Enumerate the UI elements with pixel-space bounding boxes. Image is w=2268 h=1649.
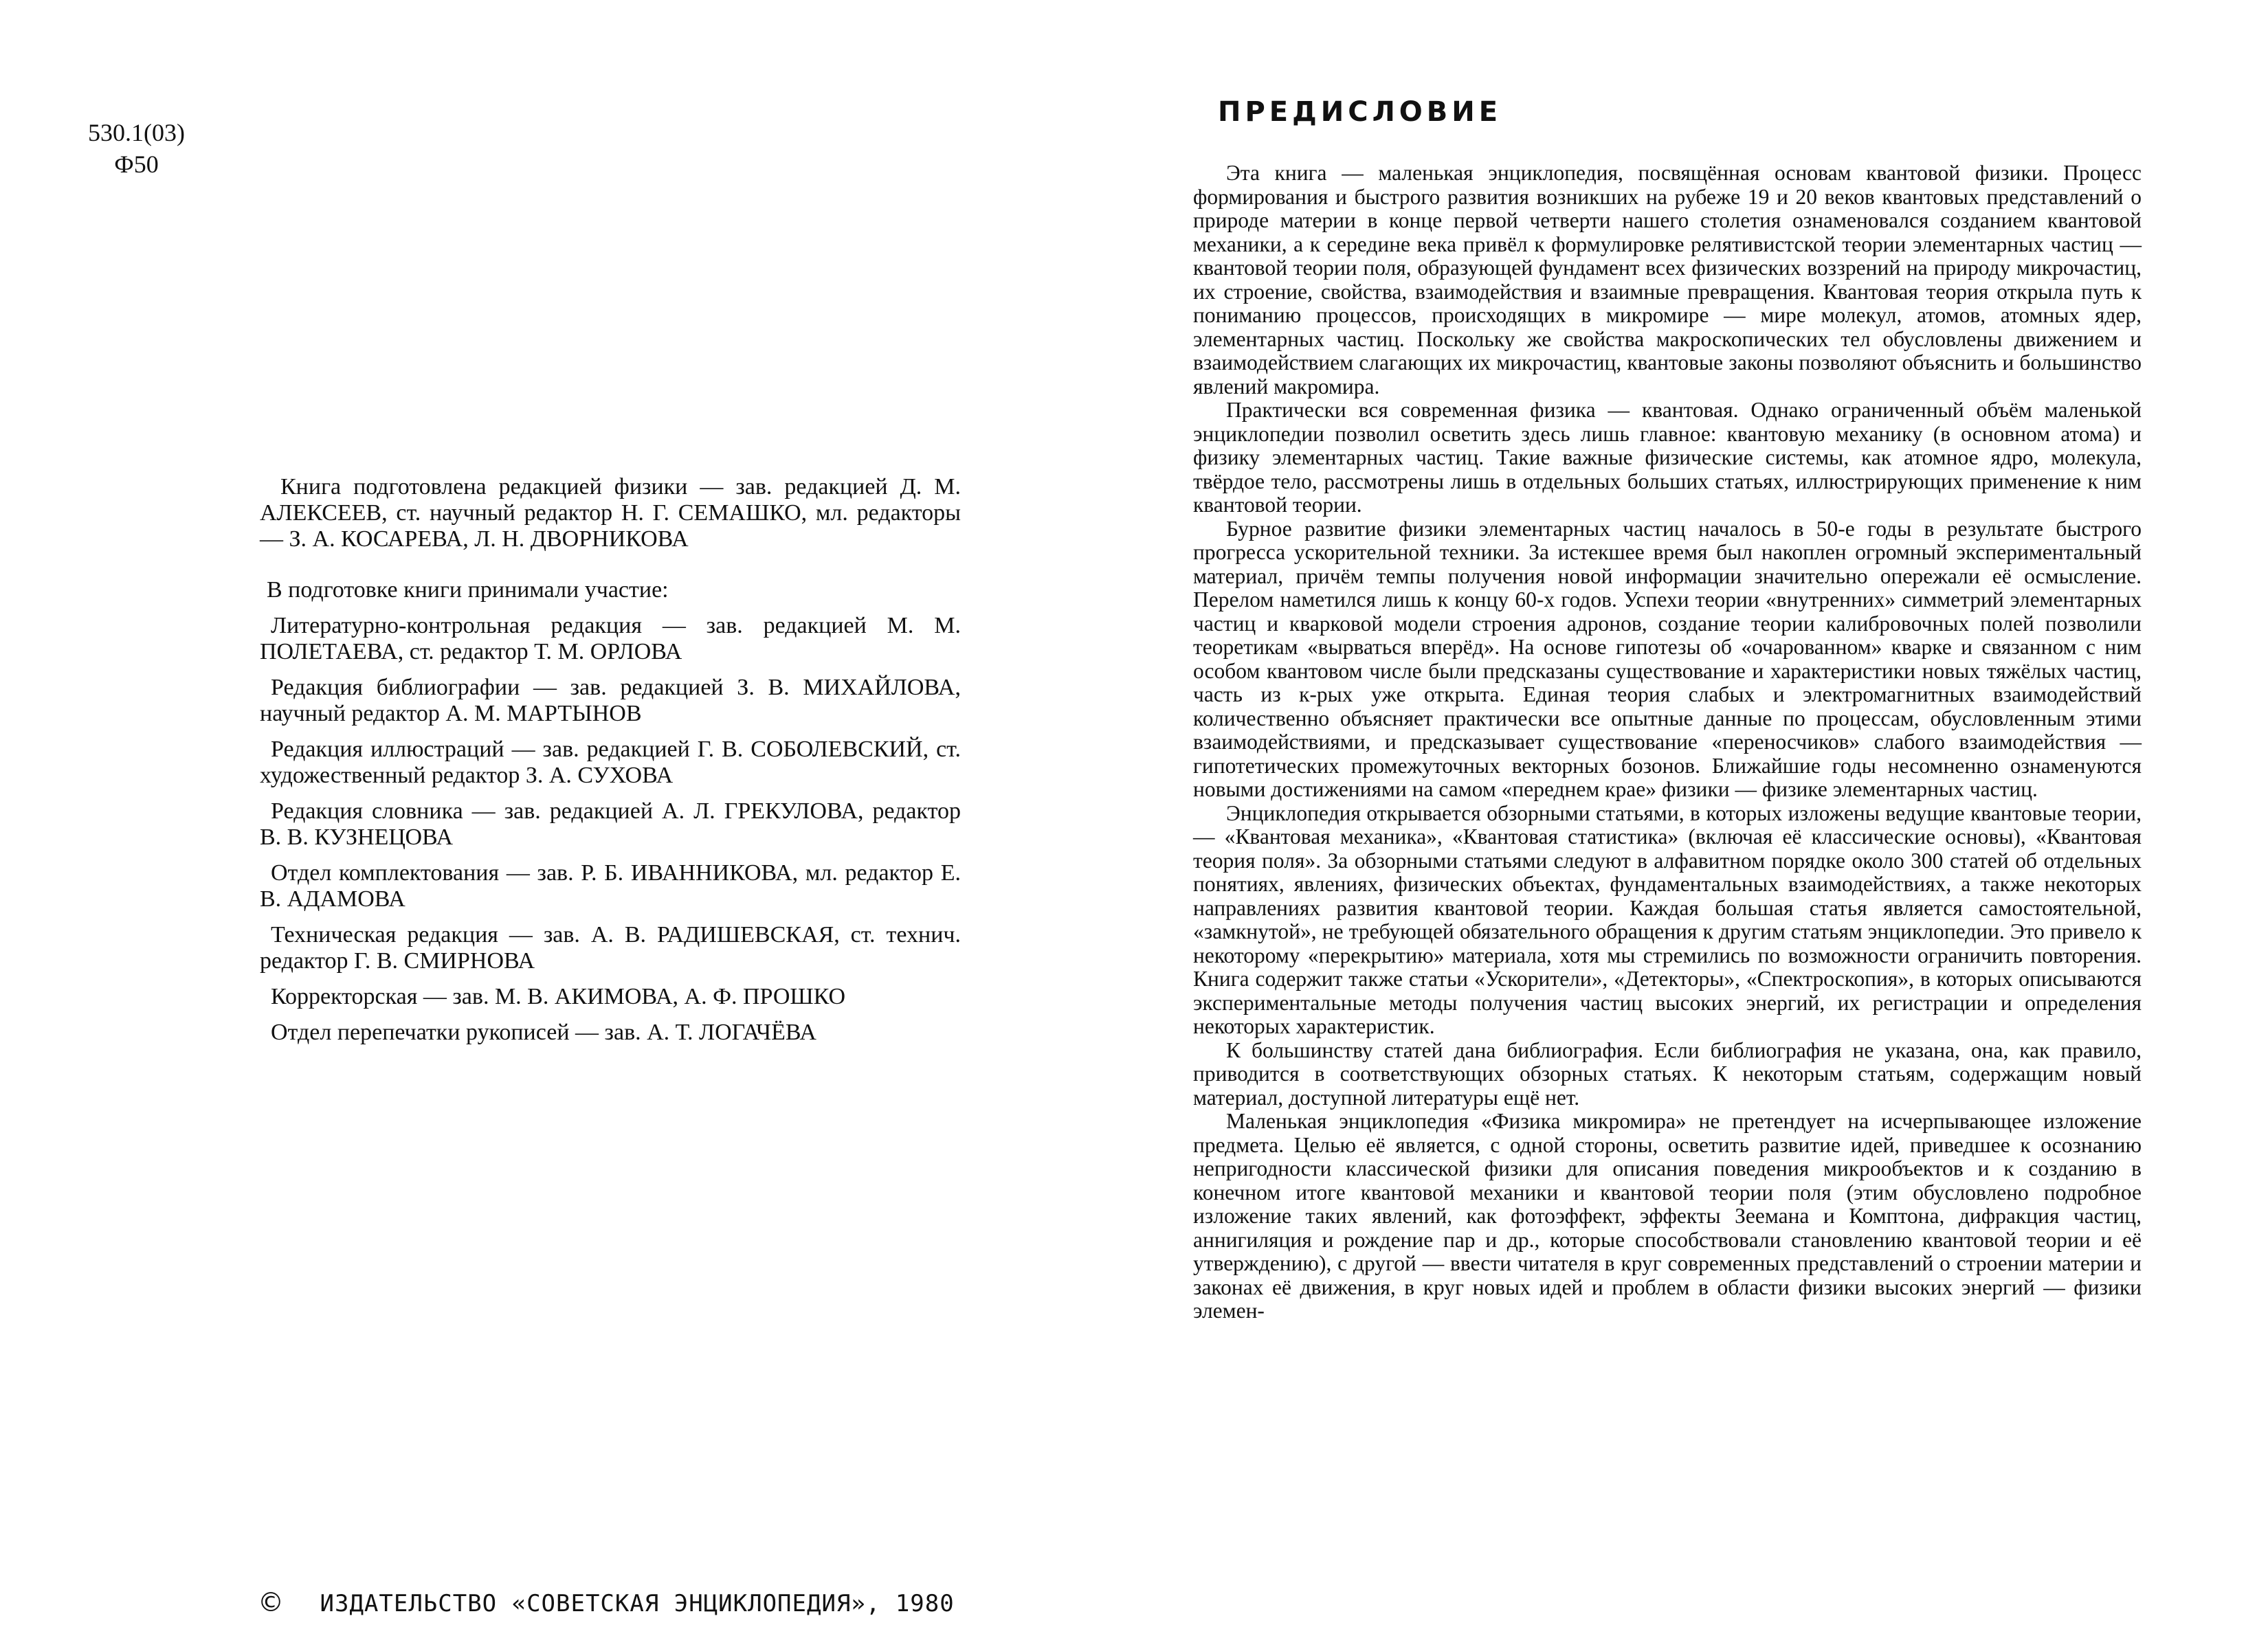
preface-body (1193, 161, 2142, 1323)
preface-title: ПРЕДИСЛОВИЕ (1218, 96, 1502, 128)
credit-unit: Редакция библиографии — зав. редакцией З. В. МИХАЙЛОВА, научный редактор А. М. МАРТЫНОВ (260, 675, 961, 726)
copyright-line (258, 1587, 955, 1617)
publisher-imprint: ИЗДАТЕЛЬСТВО «СОВЕТСКАЯ ЭНЦИКЛОПЕДИЯ», 1980 (320, 1590, 955, 1617)
credit-unit: Корректорская — зав. М. В. АКИМОВА, А. Ф. ПРОШКО (271, 984, 846, 1009)
preface-paragraph: Эта книга — маленькая энциклопедия, посвящённая основам квантовой физики. Процесс формирования и быстрого развития возникших на рубеже 19 и 20 веков квантовых представлений о природе материи в конце первой четверти нашего столетия ознаменовался созданием квантовой механики, а к середине века привёл к формулировке релятивистской теории элементарных частиц — квантовой теории поля, образующей фундамент всех физических воззрений на природу микрочастиц, их строение, свойства, взаимодействия и взаимные превращения. Квантовая теория открыла путь к пониманию процессов, происходящих в микромире — мире молекул, атомов, атомных ядер, элементарных частиц. Поскольку же свойства макроскопических тел обусловлены движением и взаимодействием слагающих их микрочастиц, квантовые законы позволяют объяснить и большинство явлений макромира. (1193, 161, 2142, 399)
credit-unit: Редакция иллюстраций — зав. редакцией Г. В. СОБОЛЕВСКИЙ, ст. художественный редактор З. А. СУХОВА (260, 737, 961, 788)
editorial-credits (260, 474, 961, 1046)
classification-code (88, 117, 185, 180)
credit-unit: Отдел комплектования — зав. Р. Б. ИВАННИКОВА, мл. редактор Е. В. АДАМОВА (260, 860, 961, 912)
udc-index: 530.1(03) (88, 119, 185, 146)
credits-main: Книга подготовлена редакцией физики — зав. редакцией Д. М. АЛЕКСЕЕВ, ст. научный редактор Н. Г. СЕМАШКО, мл. редакторы — З. А. КОСАРЕВА, Л. Н. ДВОРНИКОВА (260, 474, 961, 552)
participants-intro: В подготовке книги принимали участие: (267, 577, 669, 603)
credit-unit: Редакция словника — зав. редакцией А. Л. ГРЕКУЛОВА, редактор В. В. КУЗНЕЦОВА (260, 798, 961, 850)
credit-unit: Отдел перепечатки рукописей — зав. А. Т. ЛОГАЧЁВА (271, 1020, 816, 1045)
credit-unit: Литературно-контрольная редакция — зав. редакцией М. М. ПОЛЕТАЕВА, ст. редактор Т. М. ОРЛОВА (260, 613, 961, 664)
credit-unit: Техническая редакция — зав. А. В. РАДИШЕВСКАЯ, ст. технич. редактор Г. В. СМИРНОВА (260, 922, 961, 974)
preface-paragraph: Бурное развитие физики элементарных частиц началось в 50-е годы в результате быстрого прогресса ускорительной техники. За истекшее время был накоплен огромный экспериментальный материал, причём темпы получения новой информации значительно опережали её осмысление. Перелом наметился лишь к концу 60-х годов. Успехи теории «внутренних» симметрий элементарных частиц и кварковой модели строения адронов, создание теории калибровочных полей позволили теоретикам «вырваться вперёд». На основе гипотезы об «очарованном» кварке и связанном с ним особом квантовом числе были предсказаны существование и характеристики новых тяжёлых частиц, часть из к-рых уже открыта. Единая теория слабых и электромагнитных взаимодействий количественно объясняет практически все опытные данные по процессам, обусловленным этими взаимодействиями, и предсказывает существование «переносчиков» слабого взаимодействия — гипотетических промежуточных векторных бозонов. Ближайшие годы несомненно ознаменуются новыми достижениями на самом «переднем крае» физики — физике элементарных частиц. (1193, 516, 2142, 801)
preface-paragraph: Энциклопедия открывается обзорными статьями, в которых изложены ведущие квантовые теории,— «Квантовая механика», «Квантовая статистика» (включая её классические основы), «Квантовая теория поля». За обзорными статьями следуют в алфавитном порядке около 300 статей об отдельных понятиях, явлениях, физических объектах, фундаментальных взаимодействиях, а также некоторых направлениях развития квантовой теории. Каждая большая статья является самостоятельной, «замкнутой», не требующей обязательного обращения к другим статьям энциклопедии. Это привело к некоторому «перекрытию» материала, хотя мы стремились по возможности ограничить повторения. Книга содержит также статьи «Ускорители», «Детекторы», «Спектроскопия», в которых описываются экспериментальные методы получения частиц высоких энергий, их регистрации и определения некоторых характеристик. (1193, 800, 2142, 1038)
preface-paragraph: Маленькая энциклопедия «Физика микромира» не претендует на исчерпывающее изложение предмета. Целью её является, с одной стороны, осветить развитие идей, приведшее к осознанию непригодности классической физики для описания поведения микрообъектов и к созданию в конечном итоге квантовой механики и квантовой теории поля (этим обусловлено подробное изложение таких явлений, как фотоэффект, эффекты Зеемана и Комптона, дифракция частиц, аннигиляция и рождение пар и др., которые способствовали становлению квантовой теории и её утверждению), с другой — ввести читателя в круг современных представлений о строении материи и законах её движения, в круг новых идей и проблем в области физики высоких энергий — физики элемен- (1193, 1109, 2142, 1323)
preface-paragraph: Практически вся современная физика — квантовая. Однако ограниченный объём маленькой энциклопедии позволил осветить здесь лишь главное: квантовую механику (в основном атома) и физику элементарных частиц. Такие важные физические системы, как атомное ядро, молекула, твёрдое тело, рассмотрены лишь в отдельных больших статьях, иллюстрирующих применение к ним квантовой теории. (1193, 398, 2142, 517)
copyright-icon: © (258, 1587, 284, 1617)
preface-paragraph: К большинству статей дана библиография. Если библиография не указана, она, как правило, приводится в соответствующих обзорных статьях. К некоторым статьям, содержащим новый материал, доступной литературы ещё нет. (1193, 1037, 2142, 1110)
bbk-index: Ф50 (114, 150, 159, 178)
